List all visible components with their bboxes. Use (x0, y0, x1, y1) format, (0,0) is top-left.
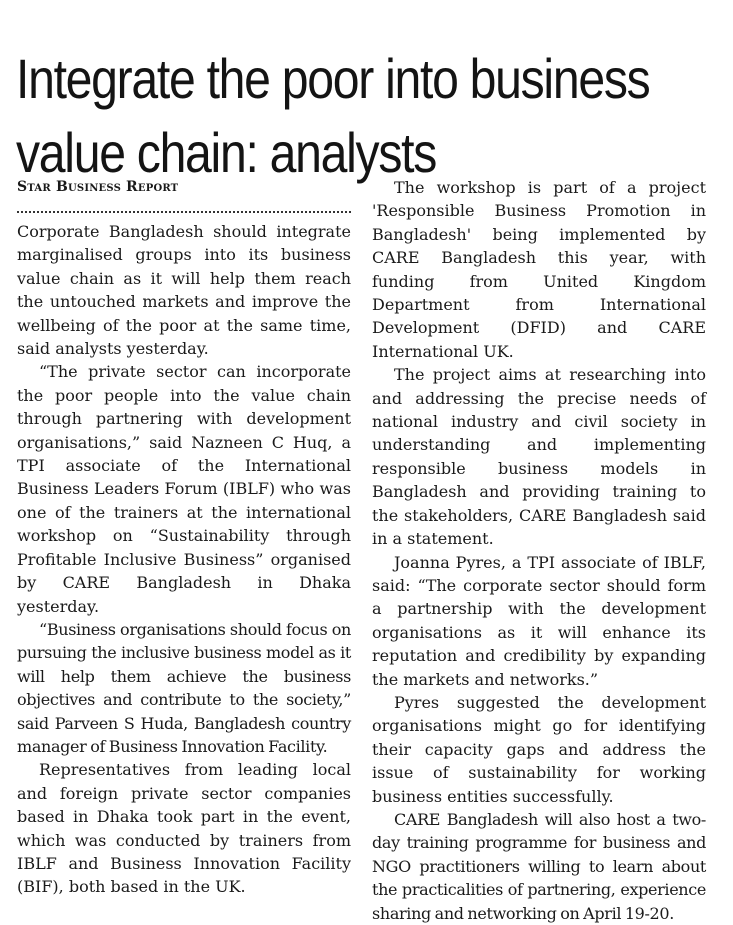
headline-line-1: Integrate the poor into business (16, 46, 650, 110)
byline-divider (17, 211, 351, 213)
paragraph: Joanna Pyres, a TPI associate of IBLF, said: “The corporate sector should form a partnership with the development organisations as it will enhance its reputation and credibility by expanding the markets and networks.” (372, 552, 706, 689)
paragraph: Pyres suggested the development organisations might go for identifying their capacity gaps and address the issue of sustainability for working business entities successfully. (372, 692, 706, 806)
paragraph: “The private sector can incorporate the poor people into the value chain through partnering with development organisations,” said Nazneen C Huq, a TPI associate of the International Business Leaders Forum (IBLF) who was one of the trainers at the international workshop on “Sustainability through Profitable Inclusive Business” organised by CARE Bangladesh in Dhaka yesterday. (17, 362, 351, 616)
paragraph: “Business organisations should focus on pursuing the inclusive business model as it will help them achieve the business objectives and contribute to the society,” said Parveen S Huda, Bangladesh country manager of Business Innovation Facility. (17, 619, 351, 756)
paragraph: The workshop is part of a project 'Responsible Business Promotion in Bangladesh' being implemented by CARE Bangladesh this year, with funding from United Kingdom Department from International Development (DFID) and CARE International UK. (372, 178, 706, 361)
paragraph: Representatives from leading local and foreign private sector companies based in Dhaka took part in the event, which was conducted by trainers from IBLF and Business Innovation Facility (BIF), both based in the UK. (17, 760, 351, 897)
paragraph: CARE Bangladesh will also host a two-day training programme for business and NGO practitioners willing to learn about the practicalities of partnering, experience sharing and networking on April 19-20. (372, 809, 706, 923)
right-column (372, 176, 706, 925)
left-column (17, 176, 351, 899)
headline-line-2: value chain: analysts (16, 120, 436, 184)
byline: Star Business Report (17, 179, 179, 195)
paragraph: The project aims at researching into and addressing the precise needs of national industry and civil society in understanding and implementing responsible business models in Bangladesh and providing training to the stakeholders, CARE Bangladesh said in a statement. (372, 365, 706, 549)
headline (16, 42, 650, 190)
paragraph: Corporate Bangladesh should integrate marginalised groups into its business value chain as it will help them reach the untouched markets and improve the wellbeing of the poor at the same time, said analysts yesterday. (17, 222, 351, 359)
